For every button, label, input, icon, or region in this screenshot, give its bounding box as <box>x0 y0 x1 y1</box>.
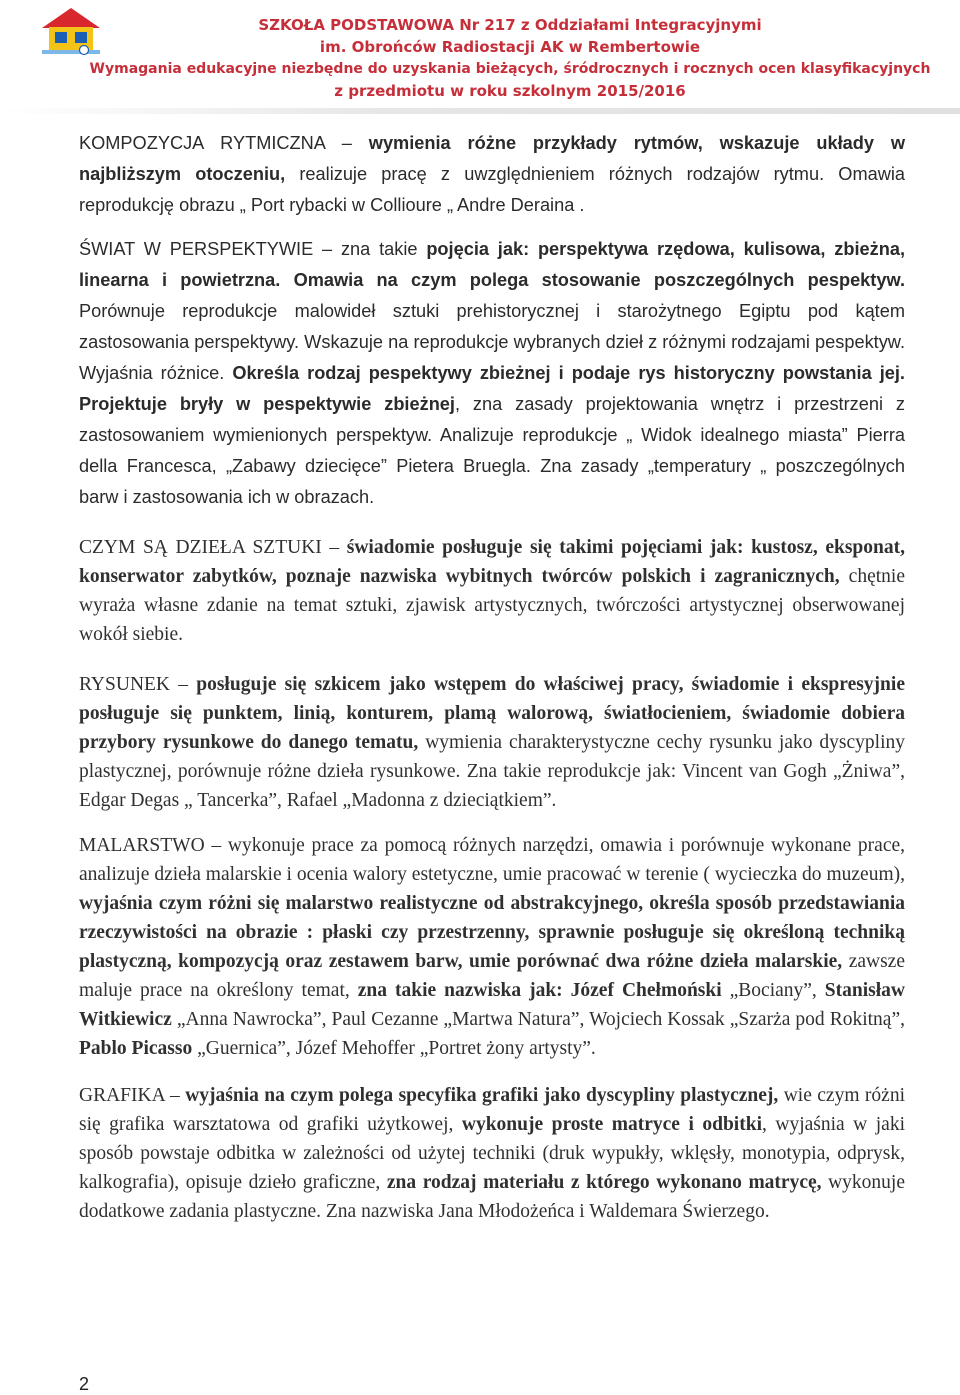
section-text: „Anna Nawrocka”, Paul Cezanne „Martwa Natura”, Wojciech Kossak „Szarża pod Rokitną”, <box>171 1009 905 1030</box>
section-text: „Bociany”, <box>721 980 825 1001</box>
header-school-name: SZKOŁA PODSTAWOWA Nr 217 z Oddziałami Integracyjnymi <box>258 16 762 34</box>
section-bold-text: Stanisław Witkiewicz <box>79 980 905 1030</box>
section-text: wymienia charakterystyczne cechy rysunku jako dyscypliny plastycznej, porównuje różne dzieła rysunkowe. Zna takie reprodukcje jak: Vincent van Gogh „Żniwa”, Edgar Degas „ Tancerka”, Rafael „Madonna z dzieciątkiem”. <box>79 732 906 811</box>
section-text: zawsze maluje prace na określony temat, <box>79 951 905 1001</box>
header-subject-year: z przedmiotu w roku szkolnym 2015/2016 <box>334 82 686 100</box>
section-text: RYSUNEK – <box>79 674 197 695</box>
section-text: wykonuje dodatkowe zadania plastyczne. Zna nazwiska Jana Młodożeńca i Waldemara Świerzego. <box>79 1172 906 1222</box>
header-patron: im. Obrońców Radiostacji AK w Rembertowie <box>319 38 701 56</box>
section-bold-text: wymienia różne przykłady rytmów, wskazuje układy w najbliższym otoczeniu, <box>79 133 905 184</box>
section-text: MALARSTWO – wykonuje prace za pomocą różnych narzędzi, omawia i porównuje wykonane prace, analizuje dzieła malarskie i ocenia walory estetyczne, umie pracować w terenie ( wycieczka do muzeum), <box>79 835 905 885</box>
section-swiat <box>79 234 905 513</box>
section-text: wie czym różni się grafika warsztatowa od grafiki użytkowej, <box>79 1085 905 1135</box>
section-grafika <box>79 1081 905 1226</box>
document-body <box>79 128 905 1226</box>
section-text: GRAFIKA – <box>79 1085 186 1106</box>
section-czym <box>79 533 905 649</box>
section-text: , zna zasady projektowania wnętrz i przestrzeni z zastosowaniem wymienionych perspektyw. Analizuje reprodukcje „ Widok idealnego miasta” Pierra della Francesca, „Zabawy dziecięce” Pietera Bruegla. Zna zasady „temperatury „ poszczególnych barw i zastosowania ich w obrazach. <box>79 394 906 507</box>
section-bold-text: posługuje się szkicem jako wstępem do właściwej pracy, świadomie i ekspresyjnie posługuje się punktem, linią, konturem, plamą walorową, światłocieniem, świadomie dobiera przybory rysunkowe do danego tematu, <box>79 674 905 753</box>
section-rysunek <box>79 670 905 815</box>
section-bold-text: wykonuje proste matryce i odbitki <box>461 1114 762 1135</box>
section-text: KOMPOZYCJA RYTMICZNA – <box>79 133 369 153</box>
section-text: CZYM SĄ DZIEŁA SZTUKI – <box>79 537 347 558</box>
section-bold-text: zna takie nazwiska jak: Józef Chełmoński <box>357 980 722 1001</box>
header-text <box>70 14 950 102</box>
page-number: 2 <box>79 1374 90 1394</box>
section-bold-text: wyjaśnia na czym polega specyfika grafiki jako dyscypliny plastycznej, <box>185 1085 779 1106</box>
section-text: ŚWIAT W PERSPEKTYWIE – zna takie <box>79 239 427 259</box>
section-bold-text: świadomie posługuje się takimi pojęciami jak: kustosz, eksponat, konserwator zabytków, poznaje nazwiska wybitnych twórców polskich i zagranicznych, <box>79 537 905 587</box>
header-requirements: Wymagania edukacyjne niezbędne do uzyskania bieżących, śródrocznych i rocznych ocen klasyfikacyjnych <box>89 61 931 77</box>
section-bold-text: pojęcia jak: perspektywa rzędowa, kulisowa, zbieżna, linearna i powietrzna. Omawia na czym polega stosowanie poszczególnych pespektyw. <box>79 239 905 290</box>
section-bold-text: Określa rodzaj pespektywy zbieżnej i podaje rys historyczny powstania jej. Projektuje bryły w pespektywie zbieżnej <box>79 363 905 414</box>
section-text: Porównuje reprodukcje malowideł sztuki prehistorycznej i starożytnego Egiptu pod kątem zastosowania perspektywy. Wskazuje na reprodukcje wybranych dzieł z różnymi rodzajami pespektyw. Wyjaśnia różnice. <box>79 301 905 383</box>
section-kompozycja <box>79 128 905 221</box>
section-text: , wyjaśnia w jaki sposób powstaje odbitka w zależności od użytej techniki (druk wypukły, wklęsły, monotypia, odprysk, kalkografia), opisuje dzieło graficzne, <box>79 1114 905 1193</box>
section-text: „Guernica”, Józef Mehoffer „Portret żony artysty”. <box>192 1038 596 1059</box>
page-header <box>0 0 960 118</box>
section-bold-text: wyjaśnia czym różni się malarstwo realistyczne od abstrakcyjnego, określa sposób przedstawiania rzeczywistości na obrazie : płaski czy przestrzenny, sprawnie posługuje się określoną techniką plastyczną, kompozycją oraz zestawem barw, umie porównać dwa różne dzieła malarskie, <box>79 893 905 972</box>
section-malarstwo <box>79 831 905 1063</box>
section-bold-text: zna rodzaj materiału z którego wykonano matrycę, <box>386 1172 822 1193</box>
section-text: chętnie wyraża własne zdanie na temat sztuki, zjawisk artystycznych, twórczości artystycznej obserwowanej wokół siebie. <box>79 566 905 645</box>
header-divider <box>0 108 960 114</box>
section-text: realizuje pracę z uwzględnieniem różnych rodzajów rytmu. Omawia reprodukcję obrazu „ Port rybacki w Collioure „ Andre Deraina . <box>79 164 906 215</box>
section-bold-text: Pablo Picasso <box>79 1038 193 1059</box>
